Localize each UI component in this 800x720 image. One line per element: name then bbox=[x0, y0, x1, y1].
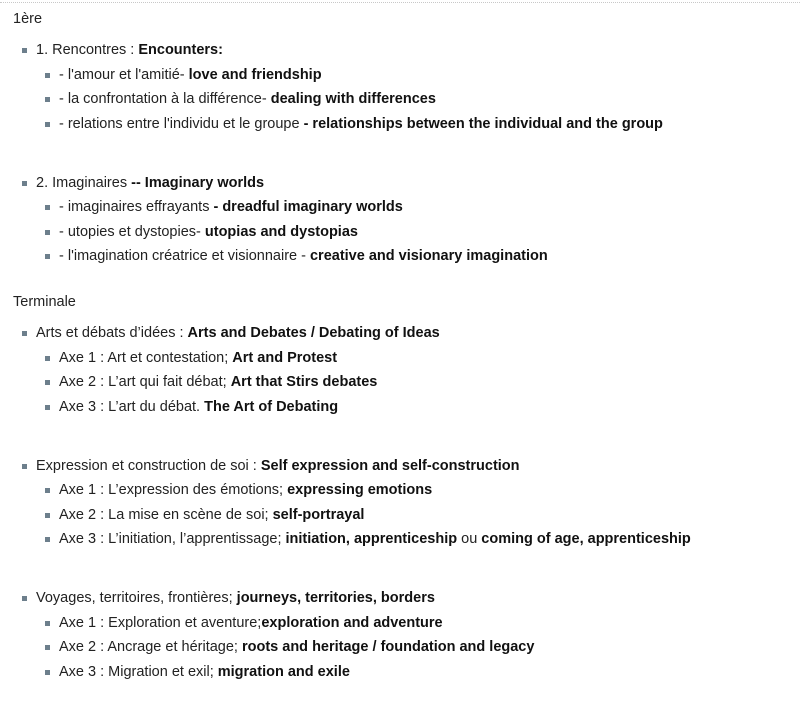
axis-label-en: migration and exile bbox=[217, 663, 350, 680]
axis-item bbox=[13, 197, 793, 217]
theme-label-en: Self expression and self-construction bbox=[260, 457, 520, 474]
axis-label-connector: ou bbox=[457, 531, 482, 547]
axis-label-en: expressing emotions bbox=[287, 482, 433, 498]
axis-label-fr: Axe 2 : Ancrage et héritage; bbox=[59, 639, 242, 655]
axis-item bbox=[13, 529, 793, 549]
theme-row bbox=[13, 456, 793, 476]
axis-item bbox=[13, 613, 793, 633]
axis-label-fr: Axe 1 : Exploration et aventure; bbox=[59, 614, 262, 631]
axis-label-fr: - l'amour et l'amitié- bbox=[59, 66, 189, 83]
square-bullet-icon bbox=[22, 48, 27, 53]
square-bullet-icon bbox=[22, 181, 27, 186]
axis-label-fr: Axe 3 : L’art du débat. bbox=[59, 398, 205, 415]
axis-label-en: Art that Stirs debates bbox=[230, 374, 378, 390]
axis-item bbox=[13, 246, 793, 266]
axis-item bbox=[13, 89, 793, 109]
square-bullet-icon bbox=[45, 122, 50, 127]
axis-label-fr: Axe 1 : L’expression des émotions; bbox=[59, 482, 288, 498]
axis-label-fr: - la confrontation à la différence- bbox=[59, 91, 271, 107]
axis-label-en: The Art of Debating bbox=[204, 398, 339, 415]
square-bullet-icon bbox=[45, 621, 50, 626]
axis-item bbox=[13, 372, 793, 392]
axis-label-en: dealing with differences bbox=[270, 91, 436, 107]
terminale-theme-list bbox=[13, 323, 793, 682]
square-bullet-icon bbox=[45, 537, 50, 542]
axis-label-en: creative and visionary imagination bbox=[309, 248, 548, 264]
axis-label-en: initiation, apprenticeship bbox=[285, 531, 458, 547]
axis-label-en: roots and heritage / foundation and legacy bbox=[241, 639, 535, 655]
square-bullet-icon bbox=[45, 73, 50, 78]
square-bullet-icon bbox=[22, 464, 27, 469]
theme-item bbox=[13, 173, 793, 267]
axis-label-en: love and friendship bbox=[188, 66, 322, 83]
theme-label-fr: Voyages, territoires, frontières; bbox=[36, 590, 237, 606]
axis-item bbox=[13, 637, 793, 657]
axis-label-fr: - imaginaires effrayants bbox=[59, 199, 214, 215]
square-bullet-icon bbox=[45, 205, 50, 210]
theme-label-en: -- Imaginary worlds bbox=[131, 174, 265, 191]
square-bullet-icon bbox=[22, 331, 27, 336]
theme-item bbox=[13, 323, 793, 445]
axis-list bbox=[13, 348, 793, 417]
axis-label-fr: Axe 2 : La mise en scène de soi; bbox=[59, 506, 273, 523]
axis-label-en: - dreadful imaginary worlds bbox=[213, 199, 403, 215]
square-bullet-icon bbox=[45, 645, 50, 650]
square-bullet-icon bbox=[45, 254, 50, 259]
theme-label-fr: 2. Imaginaires bbox=[36, 174, 132, 191]
section-heading-premiere: 1ère bbox=[13, 11, 43, 27]
theme-row bbox=[13, 323, 793, 343]
square-bullet-icon bbox=[22, 596, 27, 601]
axis-item bbox=[13, 114, 793, 134]
axis-label-en: self-portrayal bbox=[272, 506, 365, 523]
square-bullet-icon bbox=[45, 670, 50, 675]
axis-item bbox=[13, 397, 793, 417]
theme-item bbox=[13, 456, 793, 578]
spacer bbox=[13, 417, 793, 445]
axis-item bbox=[13, 505, 793, 525]
theme-item bbox=[13, 40, 793, 162]
axis-label-fr: Axe 2 : L’art qui fait débat; bbox=[59, 374, 231, 390]
axis-list bbox=[13, 65, 793, 134]
section-heading-terminale: Terminale bbox=[13, 294, 76, 310]
theme-label-fr: 1. Rencontres : bbox=[36, 42, 139, 58]
square-bullet-icon bbox=[45, 356, 50, 361]
theme-label-en: Encounters: bbox=[138, 42, 223, 58]
axis-label-fr: Axe 3 : Migration et exil; bbox=[59, 663, 218, 680]
spacer bbox=[13, 134, 793, 162]
square-bullet-icon bbox=[45, 380, 50, 385]
theme-item bbox=[13, 588, 793, 682]
axis-list bbox=[13, 197, 793, 266]
axis-label-en: Art and Protest bbox=[232, 349, 338, 366]
square-bullet-icon bbox=[45, 488, 50, 493]
square-bullet-icon bbox=[45, 513, 50, 518]
axis-item bbox=[13, 222, 793, 242]
spacer bbox=[13, 549, 793, 577]
theme-label-en: journeys, territories, borders bbox=[236, 590, 435, 606]
axis-label-en-alt: coming of age, apprenticeship bbox=[481, 531, 691, 547]
axis-item bbox=[13, 662, 793, 682]
axis-list bbox=[13, 480, 793, 549]
theme-label-fr: Expression et construction de soi : bbox=[36, 457, 261, 474]
axis-label-fr: Axe 3 : L’initiation, l’apprentissage; bbox=[59, 531, 286, 547]
theme-row bbox=[13, 40, 793, 60]
axis-item bbox=[13, 480, 793, 500]
theme-row bbox=[13, 588, 793, 608]
axis-label-fr: - l'imagination créatrice et visionnaire - bbox=[59, 248, 310, 264]
curriculum-document bbox=[13, 9, 793, 682]
square-bullet-icon bbox=[45, 97, 50, 102]
theme-label-fr: Arts et débats d’idées : bbox=[36, 325, 188, 341]
top-divider bbox=[0, 2, 800, 3]
axis-label-fr: - relations entre l'individu et le groupe bbox=[59, 115, 304, 132]
axis-label-en: - relationships between the individual and the group bbox=[303, 115, 663, 132]
axis-label-fr: - utopies et dystopies- bbox=[59, 223, 205, 240]
axis-item bbox=[13, 348, 793, 368]
square-bullet-icon bbox=[45, 405, 50, 410]
premiere-theme-list bbox=[13, 40, 793, 266]
axis-label-en: exploration and adventure bbox=[261, 614, 443, 631]
square-bullet-icon bbox=[45, 230, 50, 235]
axis-item bbox=[13, 65, 793, 85]
axis-list bbox=[13, 613, 793, 682]
theme-label-en: Arts and Debates / Debating of Ideas bbox=[187, 325, 440, 341]
theme-row bbox=[13, 173, 793, 193]
axis-label-en: utopias and dystopias bbox=[204, 223, 358, 240]
axis-label-fr: Axe 1 : Art et contestation; bbox=[59, 349, 233, 366]
